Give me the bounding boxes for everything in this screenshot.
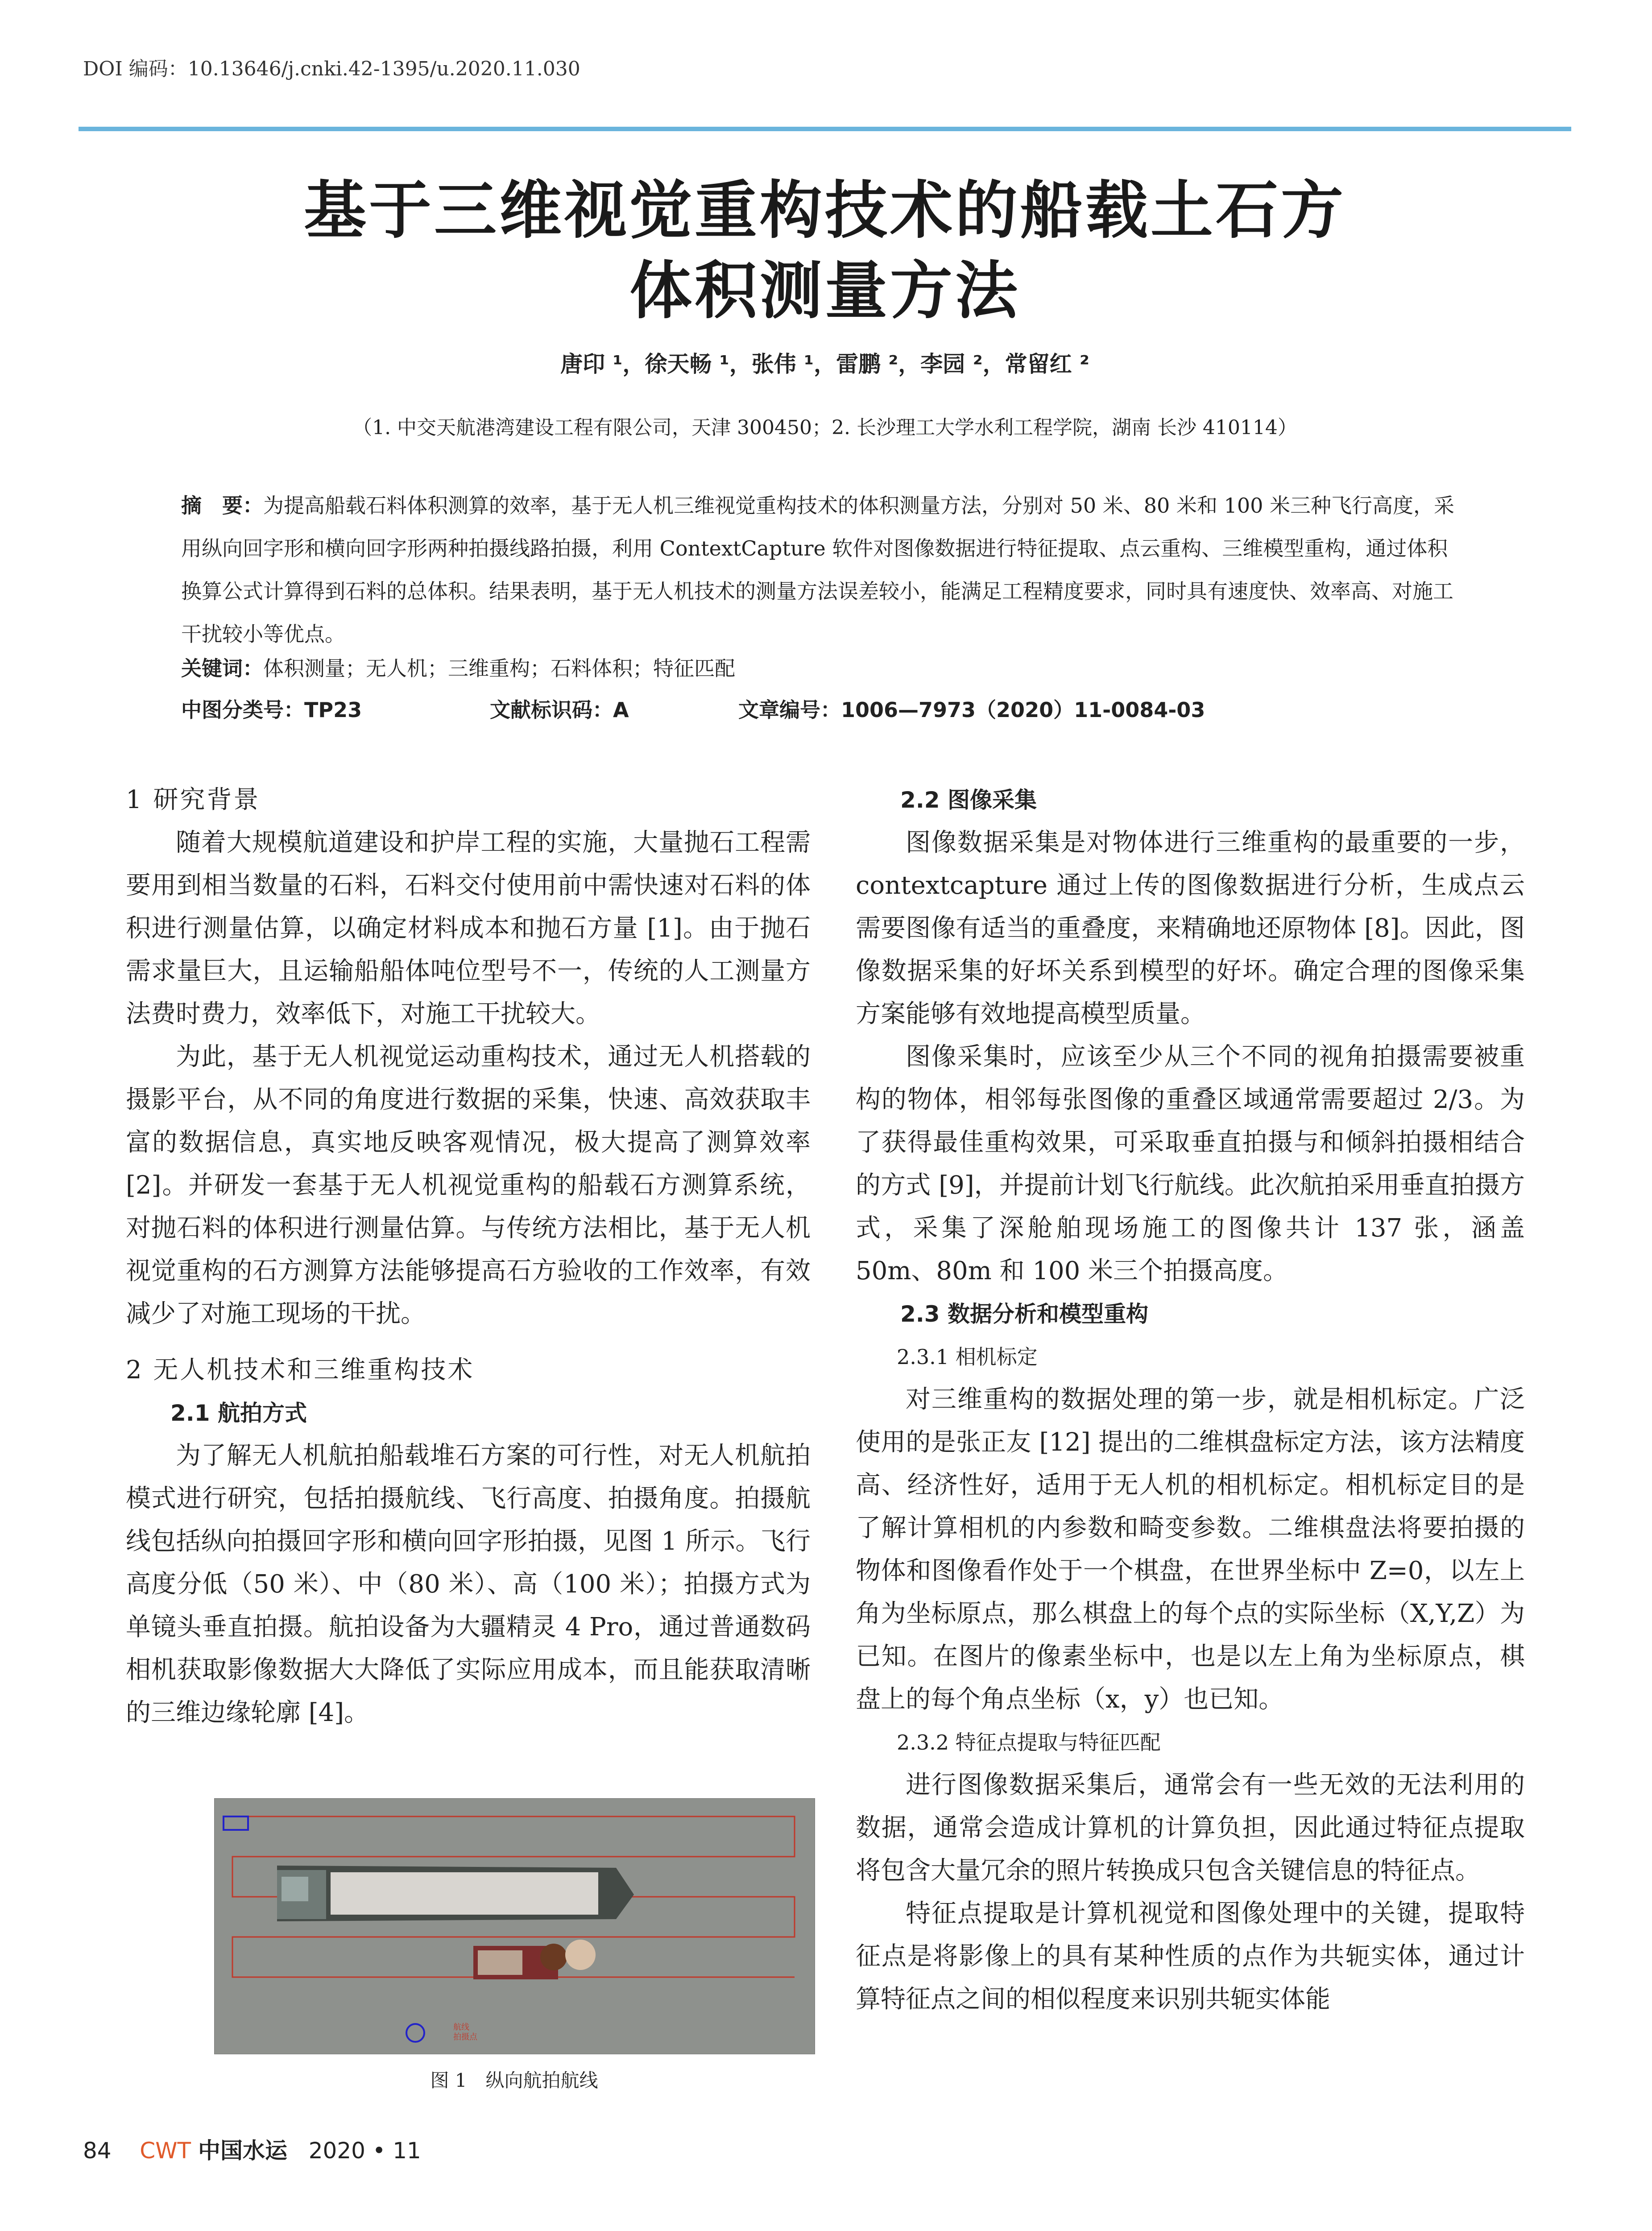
paragraph: 为此，基于无人机视觉运动重构技术，通过无人机搭载的摄影平台，从不同的角度进行数据的采集，快速、高效获取丰富的数据信息，真实地反映客观情况，极大提高了测算效率 [2]。并研发一套基于无人机视觉重构的船载石方测算系统，对抛石料的体积进行测量估算。与传统方法相比，基于无人机视觉重构的石方测算方法能够提高石方验收的工作效率，有效减少了对施工现场的干扰。 — [126, 1042, 811, 1328]
left-column — [126, 779, 811, 1734]
keywords — [181, 652, 735, 682]
keywords-text: 体积测量；无人机；三维重构；石料体积；特征匹配 — [263, 656, 735, 680]
clc-number: 中图分类号：TP23 — [181, 698, 362, 722]
abstract-label: 摘 要： — [181, 493, 263, 518]
section-2-3-heading: 2.3 数据分析和模型重构 — [900, 1301, 1148, 1327]
paragraph: 进行图像数据采集后，通常会有一些无效的无法利用的数据，通常会造成计算机的计算负担，因此通过特征点提取将包含大量冗余的照片转换成只包含关键信息的特征点。 — [856, 1771, 1525, 1885]
journal-name: 中国水运 — [198, 2137, 288, 2164]
paragraph: 特征点提取是计算机视觉和图像处理中的关键，提取特征点是将影像上的具有某种性质的点作为共轭实体，通过计算特征点之间的相似程度来识别共轭实体能 — [856, 1899, 1525, 2014]
issue: 2020 • 11 — [308, 2138, 421, 2164]
doi-line: DOI 编码：10.13646/j.cnki.42-1395/u.2020.11.030 — [83, 58, 580, 80]
paragraph: 对三维重构的数据处理的第一步，就是相机标定。广泛使用的是张正友 [12] 提出的二维棋盘标定方法，该方法精度高、经济性好，适用于无人机的相机标定。相机标定目的是了解计算相机的内参数和畸变参数。二维棋盘法将要拍摄的物体和图像看作处于一个棋盘，在世界坐标中 Z=0，以左上角为坐标原点，那么棋盘上的每个点的实际坐标（X,Y,Z）为已知。在图片的像素坐标中，也是以左上角为坐标原点，棋盘上的每个角点坐标（x，y）也已知。 — [856, 1385, 1525, 1714]
affiliation: （1. 中交天航港湾建设工程有限公司，天津 300450；2. 长沙理工大学水利工程学院，湖南 长沙 410114） — [352, 416, 1297, 439]
right-column — [856, 779, 1525, 2021]
figure-1-caption: 图 1 纵向航拍航线 — [430, 2069, 598, 2091]
header-rule — [79, 127, 1571, 131]
journal-logo-cwt: CWT — [140, 2138, 191, 2164]
section-1-heading: 1 研究背景 — [126, 785, 261, 814]
title-line-1: 基于三维视觉重构技术的船载土石方 — [303, 174, 1346, 247]
keywords-label: 关键词： — [181, 656, 263, 680]
abstract-text: 为提高船载石料体积测算的效率，基于无人机三维视觉重构技术的体积测量方法，分别对 50 米、80 米和 100 米三种飞行高度，采用纵向回字形和横向回字形两种拍摄线路拍摄，利用 ContextCapture 软件对图像数据进行特征提取、点云重构、三维模型重构，通过体积换算公式计算得到石料的总体积。结果表明，基于无人机技术的测量方法误差较小，能满足工程精度要求，同时具有速度快、效率高、对施工干扰较小等优点。 — [181, 493, 1454, 646]
figure-legend-point: 拍摄点 — [453, 2032, 477, 2042]
title-line-2: 体积测量方法 — [629, 254, 1020, 328]
section-2-3-2-heading: 2.3.2 特征点提取与特征匹配 — [897, 1730, 1161, 1754]
paragraph: 为了解无人机航拍船载堆石方案的可行性，对无人机航拍模式进行研究，包括拍摄航线、飞行高度、拍摄角度。拍摄航线包括纵向拍摄回字形和横向回字形拍摄，见图 1 所示。飞行高度分低（50 米）、中（80 米）、高（100 米）；拍摄方式为单镜头垂直拍摄。航拍设备为大疆精灵 4 Pro，通过普通数码相机获取影像数据大大降低了实际应用成本，而且能获取清晰的三维边缘轮廓 [4]。 — [126, 1441, 811, 1727]
abstract — [181, 484, 1466, 655]
paragraph: 图像数据采集是对物体进行三维重构的最重要的一步，contextcapture 通过上传的图像数据进行分析，生成点云需要图像有适当的重叠度，来精确地还原物体 [8]。因此，图像数据采集的好坏关系到模型的好坏。确定合理的图像采集方案能够有效地提高模型质量。 — [856, 828, 1525, 1028]
document-code: 文献标识码：A — [490, 698, 629, 722]
section-2-2-heading: 2.2 图像采集 — [900, 787, 1037, 813]
page-number: 84 — [83, 2138, 112, 2164]
section-2-heading: 2 无人机技术和三维重构技术 — [126, 1356, 475, 1385]
figure-legend-route: 航线 — [453, 2023, 469, 2032]
article-number: 文章编号：1006—7973（2020）11-0084-03 — [738, 698, 1205, 722]
figure-1-aerial-route — [214, 1798, 815, 2054]
paragraph: 随着大规模航道建设和护岸工程的实施，大量抛石工程需要用到相当数量的石料，石料交付使用前中需快速对石料的体积进行测量估算，以确定材料成本和抛石方量 [1]。由于抛石需求量巨大，且运输船船体吨位型号不一，传统的人工测量方法费时费力，效率低下，对施工干扰较大。 — [126, 828, 811, 1028]
authors: 唐印 ¹，徐天畅 ¹，张伟 ¹，雷鹏 ²，李园 ²，常留红 ² — [560, 351, 1089, 377]
paragraph: 图像采集时，应该至少从三个不同的视角拍摄需要被重构的物体，相邻每张图像的重叠区域通常需要超过 2/3。为了获得最佳重构效果，可采取垂直拍摄与和倾斜拍摄相结合的方式 [9]，并提前计划飞行航线。此次航拍采用垂直拍摄方式，采集了深舱舶现场施工的图像共计 137 张，涵盖 50m、80m 和 100 米三个拍摄高度。 — [856, 1042, 1525, 1286]
page-footer — [83, 2133, 421, 2165]
aerial-route-image — [215, 1799, 815, 2054]
section-2-1-heading: 2.1 航拍方式 — [170, 1400, 307, 1426]
section-2-3-1-heading: 2.3.1 相机标定 — [897, 1345, 1038, 1369]
